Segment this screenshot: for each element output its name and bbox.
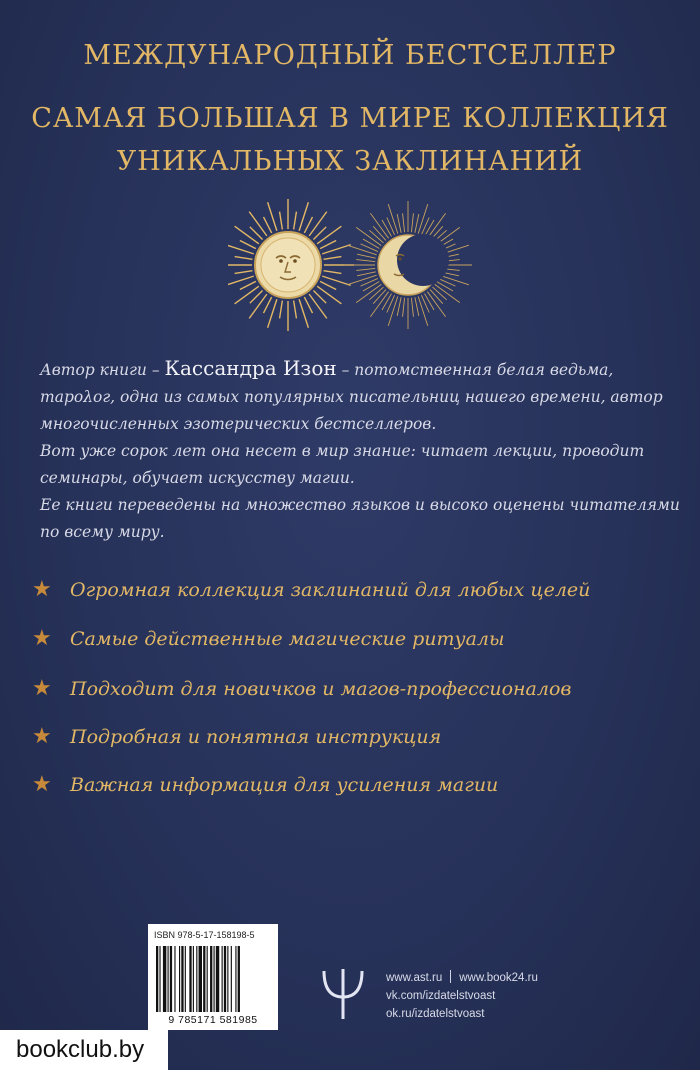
moon-icon xyxy=(344,201,472,329)
author-name: Кассандра Изон xyxy=(164,356,337,380)
feature-item xyxy=(32,575,590,605)
description-paragraph-2: Вот уже сорок лет она несет в мир знание: читает лекции, проводит семинары, обучает искусству магии. xyxy=(40,442,645,487)
tagline-line-1: САМАЯ БОЛЬШАЯ В МИРЕ КОЛЛЕКЦИЯ xyxy=(31,103,669,134)
star-icon: ★ xyxy=(32,772,52,797)
description-paragraph-3: Ее книги переведены на множество языков и высоко оценены читателями по всему миру. xyxy=(40,496,680,541)
star-icon: ★ xyxy=(32,626,52,651)
publisher-ok: ok.ru/izdatelstvoast xyxy=(386,1008,485,1020)
barcode-number: 9 785171 581985 xyxy=(168,1014,258,1026)
barcode-bars xyxy=(156,946,270,1012)
feature-label: Подходит для новичков и магов-профессионалов xyxy=(70,678,572,700)
psi-logo-icon xyxy=(318,963,368,1023)
feature-label: Огромная коллекция заклинаний для любых целей xyxy=(70,579,591,601)
feature-item xyxy=(32,624,504,654)
isbn-barcode xyxy=(148,924,278,1030)
star-icon: ★ xyxy=(32,724,52,749)
publisher-site-2: www.book24.ru xyxy=(459,972,538,984)
feature-label: Важная информация для усиления магии xyxy=(70,774,499,796)
feature-item xyxy=(32,674,571,704)
author-description xyxy=(40,355,680,546)
sun-and-moon-emblem xyxy=(228,190,478,340)
publisher-site-1: www.ast.ru xyxy=(386,972,443,984)
star-icon: ★ xyxy=(32,676,52,701)
feature-label: Самые действенные магические ритуалы xyxy=(70,628,505,650)
bestseller-heading: МЕЖДУНАРОДНЫЙ БЕСТСЕЛЛЕР xyxy=(83,40,617,71)
description-prefix: Автор книги – xyxy=(40,361,165,379)
feature-item xyxy=(32,722,441,752)
star-icon: ★ xyxy=(32,577,52,602)
publisher-vk: vk.com/izdatelstvoast xyxy=(386,990,496,1002)
sun-icon xyxy=(228,199,354,331)
publisher-info xyxy=(386,969,538,1023)
description-suffix: – потомственная белая ведьма, тарολог, одна из самых популярных писательниц нашего времени, автор многочисленных эзотерических бестселлеров. xyxy=(40,361,663,433)
isbn-label: ISBN 978-5-17-158198-5 xyxy=(154,930,255,940)
feature-label: Подробная и понятная инструкция xyxy=(70,726,442,748)
tagline-line-2: УНИКАЛЬНЫХ ЗАКЛИНАНИЙ xyxy=(116,146,584,177)
feature-item xyxy=(32,770,498,800)
site-watermark: bookclub.by xyxy=(0,1030,168,1070)
